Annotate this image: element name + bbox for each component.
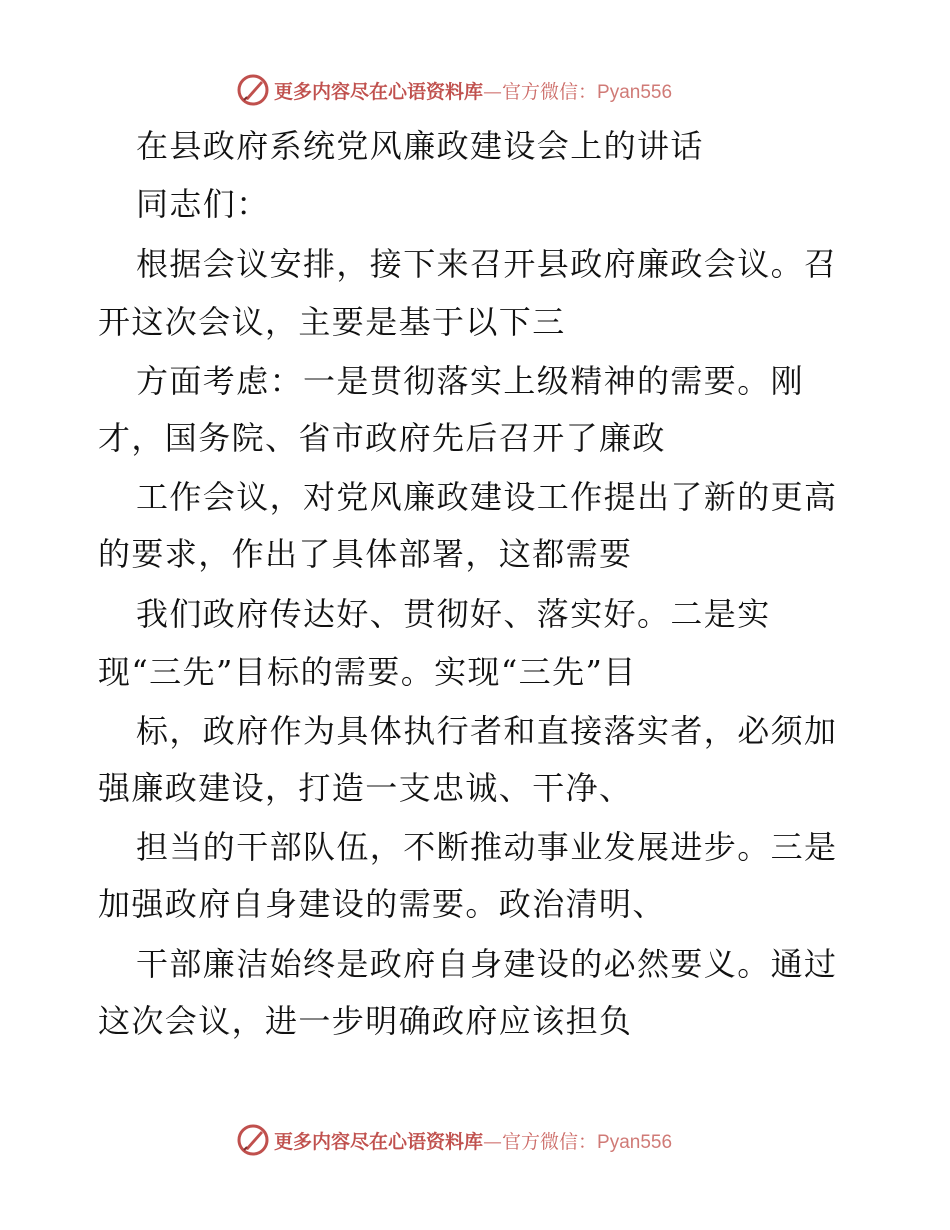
body-line: 根据会议安排，接下来召开县政府廉政会议。召 xyxy=(136,245,838,283)
body-line: 才，国务院、省市政府先后召开了廉政 xyxy=(98,419,666,457)
body-line: 开这次会议，主要是基于以下三 xyxy=(98,303,566,341)
footer-watermark xyxy=(236,1120,716,1160)
watermark-wechat-id: Pyan556 xyxy=(597,81,673,103)
body-line: 标，政府作为具体执行者和直接落实者，必须加 xyxy=(136,712,838,750)
body-line: 加强政府自身建设的需要。政治清明、 xyxy=(98,885,666,923)
body-line: 的要求，作出了具体部署，这都需要 xyxy=(98,535,633,573)
watermark-wechat-label: 官方微信： xyxy=(502,1130,598,1153)
body-line: 强廉政建设，打造一支忠诚、干净、 xyxy=(98,769,633,807)
body-line: 担当的干部队伍，不断推动事业发展进步。三是 xyxy=(136,828,838,866)
body-line: 方面考虑：一是贯彻落实上级精神的需要。刚 xyxy=(136,362,805,400)
body-line: 这次会议，进一步明确政府应该担负 xyxy=(98,1002,633,1040)
watermark-text xyxy=(274,1127,672,1154)
watermark-dash: — xyxy=(483,1130,503,1153)
watermark-dash: — xyxy=(483,80,503,103)
quill-logo-icon xyxy=(236,1123,270,1157)
body-line: 工作会议，对党风廉政建设工作提出了新的更高 xyxy=(136,478,838,516)
body-line: 干部廉洁始终是政府自身建设的必然要义。通过 xyxy=(136,945,838,983)
watermark-wechat-id: Pyan556 xyxy=(597,1131,673,1153)
watermark-brand: 更多内容尽在心语资料库 xyxy=(274,80,484,103)
watermark-wechat-label: 官方微信： xyxy=(502,80,598,103)
watermark-brand: 更多内容尽在心语资料库 xyxy=(274,1130,484,1153)
salutation: 同志们： xyxy=(136,185,270,223)
body-line: 我们政府传达好、贯彻好、落实好。二是实 xyxy=(136,595,771,633)
body-line: 现“三先”目标的需要。实现“三先”目 xyxy=(98,653,637,691)
document-title: 在县政府系统党风廉政建设会上的讲话 xyxy=(136,127,704,165)
